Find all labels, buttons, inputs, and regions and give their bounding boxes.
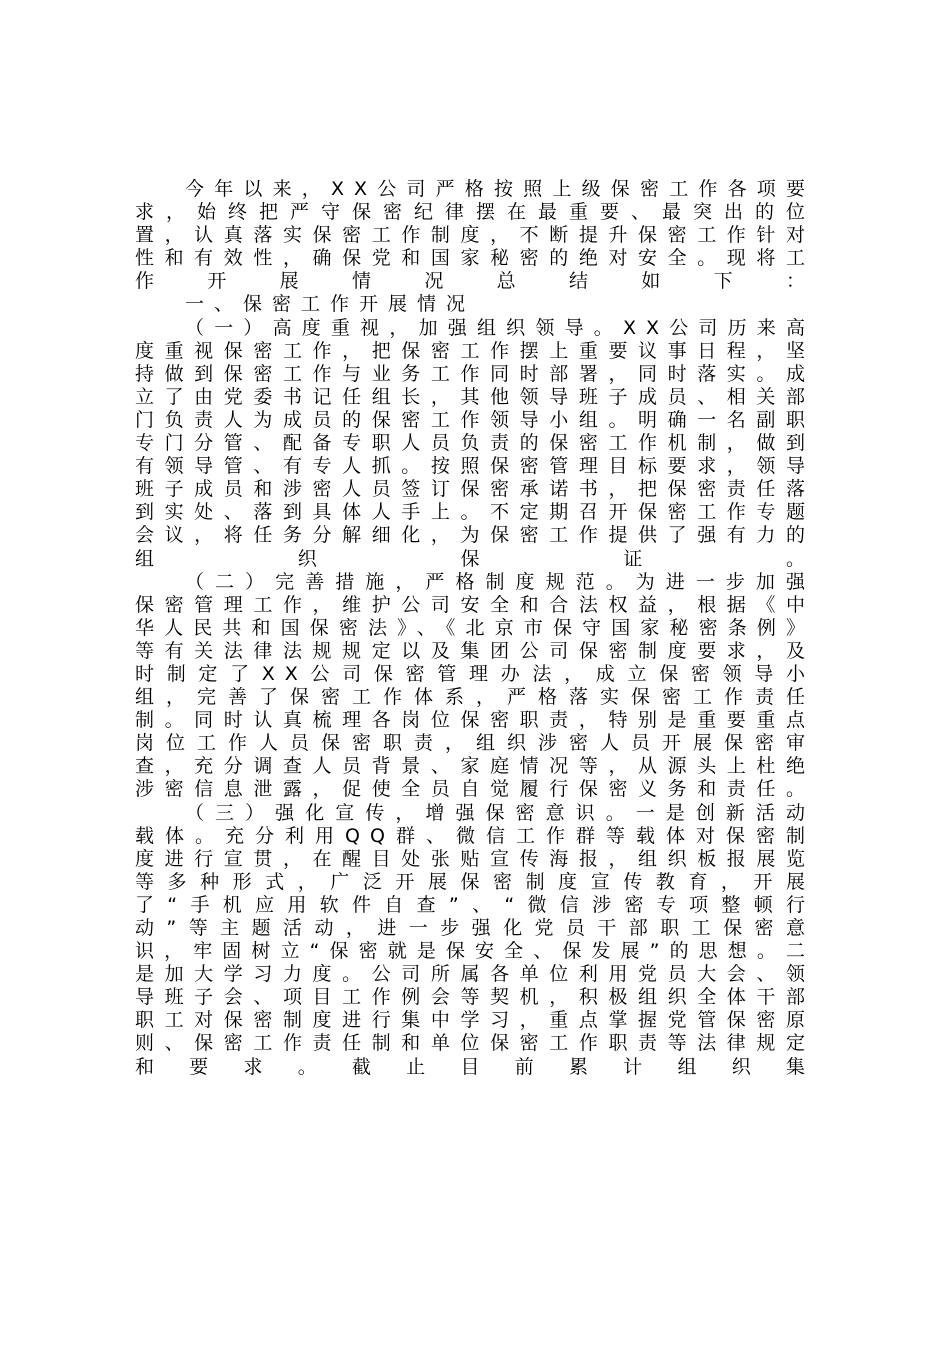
document-body (135, 178, 815, 1079)
section-heading: 一、保密工作开展情况 (185, 293, 476, 316)
intro-paragraph: 今年以来，XX公司严格按照上级保密工作各项要求，始终把严守保密纪律摆在最重要、最突出的位置，认真落实保密工作制度，不断提升保密工作针对性和有效性，确保党和国家秘密的绝对安全。现将工作开展情况总结如下： (135, 178, 815, 293)
paragraph-2: （二）完善措施，严格制度规范。为进一步加强保密管理工作，维护公司安全和合法权益，根据《中华人民共和国保密法》、《北京市保守国家秘密条例》等有关法律法规规定以及集团公司保密制度要求，及时制定了XX公司保密管理办法，成立保密领导小组，完善了保密工作体系，严格落实保密工作责任制。同时认真梳理各岗位保密职责，特别是重要重点岗位工作人员保密职责，组织涉密人员开展保密审查，充分调查人员背景、家庭情况等，从源头上杜绝涉密信息泄露，促使全员自觉履行保密义务和责任。 (135, 570, 815, 801)
paragraph-1: （一）高度重视，加强组织领导。XX公司历来高度重视保密工作，把保密工作摆上重要议事日程，坚持做到保密工作与业务工作同时部署，同时落实。成立了由党委书记任组长，其他领导班子成员、相关部门负责人为成员的保密工作领导小组。明确一名副职专门分管、配备专职人员负责的保密工作机制，做到有领导管、有专人抓。按照保密管理目标要求，领导班子成员和涉密人员签订保密承诺书，把保密责任落到实处、落到具体人手上。不定期召开保密工作专题会议，将任务分解细化，为保密工作提供了强有力的组织保证。 (135, 316, 815, 570)
paragraph-3: （三）强化宣传，增强保密意识。一是创新活动载体。充分利用QQ群、微信工作群等载体对保密制度进行宣贯，在醒目处张贴宣传海报，组织板报展览等多种形式，广泛开展保密制度宣传教育，开展了“手机应用软件自查”、“微信涉密专项整顿行动”等主题活动，进一步强化党员干部职工保密意识，牢固树立“保密就是保安全、保发展”的思想。二是加大学习力度。公司所属各单位利用党员大会、领导班子会、项目工作例会等契机，积极组织全体干部职工对保密制度进行集中学习，重点掌握党管保密原则、保密工作责任制和单位保密工作职责等法律规定和要求。截止目前累计组织集 (135, 801, 815, 1078)
